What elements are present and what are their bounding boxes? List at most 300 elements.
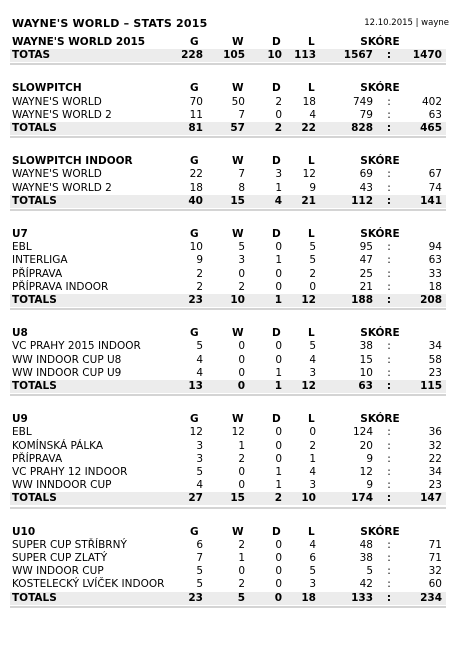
- totals-row: [10, 592, 446, 605]
- losses-value: 9: [309, 181, 316, 194]
- draws-value: 3: [275, 168, 282, 181]
- draws-value: 0: [275, 439, 282, 452]
- total-draws-value: 2: [274, 492, 282, 505]
- score-for-value: 124: [352, 426, 373, 439]
- wins-value: 5: [238, 241, 245, 254]
- wins-value: 0: [238, 479, 245, 492]
- draws-value: 0: [275, 565, 282, 578]
- row-label: EBL: [12, 426, 32, 439]
- total-losses-value: 12: [301, 294, 316, 306]
- column-header-d: D: [272, 36, 281, 48]
- section-title: U10: [12, 525, 36, 538]
- score-separator: :: [387, 578, 391, 591]
- table-row: [10, 354, 446, 367]
- row-label: VC PRAHY 12 INDOOR: [12, 465, 128, 478]
- score-against-value: 36: [428, 426, 442, 439]
- table-row: [10, 552, 446, 565]
- total-wins-value: 105: [223, 49, 245, 62]
- draws-value: 0: [275, 241, 282, 254]
- row-label: WAYNE'S WORLD 2: [12, 108, 112, 121]
- draws-value: 0: [275, 578, 282, 591]
- draws-value: 0: [275, 426, 282, 439]
- table-row: [10, 254, 446, 267]
- score-against-value: 23: [428, 366, 442, 379]
- row-label: PŘÍPRAVA INDOOR: [12, 280, 109, 293]
- games-value: 5: [196, 565, 203, 578]
- score-separator: :: [386, 294, 392, 306]
- row-label: WW INDOOR CUP: [12, 565, 104, 578]
- score-for-value: 21: [359, 280, 373, 293]
- column-header-score: SKÓRE: [360, 36, 400, 48]
- games-value: 22: [189, 168, 203, 181]
- games-value: 3: [196, 439, 203, 452]
- losses-value: 4: [309, 538, 316, 551]
- score-for-value: 48: [359, 538, 373, 551]
- losses-value: 5: [309, 254, 316, 267]
- losses-value: 3: [309, 479, 316, 492]
- total-score-for-value: 828: [351, 121, 373, 134]
- table-row: [10, 466, 446, 479]
- wins-value: 3: [238, 254, 245, 267]
- losses-value: 5: [309, 241, 316, 254]
- score-separator: :: [387, 426, 391, 439]
- section-title: SLOWPITCH: [12, 82, 82, 95]
- score-for-value: 12: [359, 465, 373, 478]
- column-header-score: SKÓRE: [360, 155, 400, 168]
- losses-value: 1: [309, 452, 316, 465]
- column-header-w: W: [232, 155, 244, 168]
- row-label: PŘÍPRAVA: [12, 452, 63, 465]
- totals-label: TOTALS: [12, 121, 57, 134]
- column-header-d: D: [272, 413, 281, 426]
- score-against-value: 402: [421, 95, 442, 108]
- score-separator: :: [387, 353, 391, 366]
- losses-value: 18: [302, 95, 316, 108]
- section-header: [10, 526, 446, 539]
- total-score-for-value: 174: [351, 492, 373, 505]
- draws-value: 0: [275, 551, 282, 564]
- column-header-w: W: [232, 36, 244, 48]
- wins-value: 7: [238, 168, 245, 181]
- wins-value: 7: [238, 108, 245, 121]
- totals-label: TOTALS: [12, 194, 57, 207]
- total-wins-value: 0: [237, 379, 245, 392]
- column-header-l: L: [308, 525, 315, 538]
- section-header: [10, 413, 446, 426]
- row-label: KOSTELECKÝ LVÍČEK INDOOR: [12, 578, 165, 591]
- score-separator: :: [387, 439, 391, 452]
- total-wins-value: 10: [230, 294, 245, 306]
- totals-label: TOTALS: [12, 591, 57, 604]
- score-for-value: 25: [359, 267, 373, 280]
- games-value: 3: [196, 452, 203, 465]
- games-value: 5: [196, 340, 203, 353]
- games-value: 4: [196, 479, 203, 492]
- column-header-score: SKÓRE: [360, 228, 400, 240]
- score-separator: :: [387, 168, 391, 181]
- total-draws-value: 2: [274, 121, 282, 134]
- wins-value: 50: [231, 95, 245, 108]
- score-separator: :: [387, 95, 391, 108]
- games-value: 11: [189, 108, 203, 121]
- score-against-value: 60: [428, 578, 442, 591]
- column-header-l: L: [308, 413, 315, 426]
- games-value: 4: [196, 366, 203, 379]
- score-separator: :: [387, 538, 391, 551]
- column-header-l: L: [308, 155, 315, 168]
- score-separator: :: [387, 565, 391, 578]
- score-against-value: 58: [428, 353, 442, 366]
- totals-label: TOTALS: [12, 379, 57, 392]
- section-title: U7: [12, 228, 28, 240]
- column-header-g: G: [190, 327, 199, 340]
- score-against-value: 34: [428, 340, 442, 353]
- losses-value: 5: [309, 565, 316, 578]
- section-header: [10, 36, 446, 49]
- losses-value: 0: [309, 280, 316, 293]
- table-row: [10, 268, 446, 281]
- draws-value: 1: [275, 479, 282, 492]
- draws-value: 1: [275, 181, 282, 194]
- total-score-for-value: 1567: [343, 49, 373, 62]
- losses-value: 3: [309, 578, 316, 591]
- column-header-l: L: [308, 82, 315, 95]
- total-games-value: 27: [188, 492, 203, 505]
- row-label: WW INDOOR CUP U8: [12, 353, 122, 366]
- table-row: [10, 109, 446, 122]
- wins-value: 0: [238, 465, 245, 478]
- total-score-for-value: 188: [351, 294, 373, 306]
- score-for-value: 38: [359, 340, 373, 353]
- score-against-value: 63: [428, 254, 442, 267]
- column-header-w: W: [232, 228, 244, 240]
- table-row: [10, 96, 446, 109]
- total-score-against-value: 147: [420, 492, 442, 505]
- date-author-meta: 12.10.2015 | wayne: [364, 18, 449, 28]
- draws-value: 0: [275, 353, 282, 366]
- section-divider: [10, 606, 446, 608]
- wins-value: 12: [231, 426, 245, 439]
- score-separator: :: [387, 241, 391, 254]
- score-against-value: 74: [428, 181, 442, 194]
- score-for-value: 9: [366, 479, 373, 492]
- column-header-w: W: [232, 525, 244, 538]
- total-score-against-value: 141: [420, 194, 442, 207]
- section-header: [10, 327, 446, 340]
- total-draws-value: 1: [274, 294, 282, 306]
- totals-row: [10, 49, 446, 62]
- row-label: INTERLIGA: [12, 254, 68, 267]
- total-draws-value: 10: [267, 49, 282, 62]
- games-value: 9: [196, 254, 203, 267]
- losses-value: 4: [309, 465, 316, 478]
- total-score-against-value: 115: [420, 379, 442, 392]
- column-header-score: SKÓRE: [360, 327, 400, 340]
- row-label: WAYNE'S WORLD: [12, 168, 102, 181]
- total-draws-value: 1: [274, 379, 282, 392]
- losses-value: 2: [309, 267, 316, 280]
- score-separator: :: [387, 551, 391, 564]
- totals-row: [10, 195, 446, 208]
- score-against-value: 94: [428, 241, 442, 254]
- total-losses-value: 22: [301, 121, 316, 134]
- wins-value: 1: [238, 551, 245, 564]
- column-header-w: W: [232, 327, 244, 340]
- table-row: [10, 168, 446, 181]
- row-label: SUPER CUP STŘÍBRNÝ: [12, 538, 127, 551]
- score-for-value: 9: [366, 452, 373, 465]
- score-separator: :: [387, 267, 391, 280]
- table-row: [10, 340, 446, 353]
- total-losses-value: 113: [294, 49, 316, 62]
- total-losses-value: 21: [301, 194, 316, 207]
- column-header-g: G: [190, 413, 199, 426]
- section-divider: [10, 63, 446, 65]
- totals-row: [10, 492, 446, 505]
- column-header-l: L: [308, 327, 315, 340]
- row-label: KOMÍNSKÁ PÁLKA: [12, 439, 104, 452]
- score-against-value: 18: [428, 280, 442, 293]
- row-label: WAYNE'S WORLD 2: [12, 181, 112, 194]
- total-losses-value: 12: [301, 379, 316, 392]
- column-header-g: G: [190, 155, 199, 168]
- losses-value: 2: [309, 439, 316, 452]
- score-separator: :: [387, 280, 391, 293]
- row-label: PŘÍPRAVA: [12, 267, 63, 280]
- total-games-value: 40: [188, 194, 203, 207]
- draws-value: 1: [275, 366, 282, 379]
- column-header-l: L: [308, 228, 315, 240]
- table-row: [10, 479, 446, 492]
- total-score-against-value: 208: [420, 294, 442, 306]
- wins-value: 0: [238, 340, 245, 353]
- column-header-d: D: [272, 82, 281, 95]
- column-header-l: L: [308, 36, 315, 48]
- score-separator: :: [386, 591, 392, 604]
- score-against-value: 63: [428, 108, 442, 121]
- section-divider: [10, 136, 446, 138]
- totals-row: [10, 122, 446, 135]
- score-against-value: 71: [428, 538, 442, 551]
- row-label: SUPER CUP ZLATÝ: [12, 551, 108, 564]
- table-row: [10, 426, 446, 439]
- score-for-value: 95: [359, 241, 373, 254]
- table-row: [10, 281, 446, 294]
- score-against-value: 23: [428, 479, 442, 492]
- games-value: 6: [196, 538, 203, 551]
- wins-value: 2: [238, 578, 245, 591]
- score-against-value: 22: [428, 452, 442, 465]
- games-value: 2: [196, 280, 203, 293]
- column-header-w: W: [232, 413, 244, 426]
- games-value: 5: [196, 578, 203, 591]
- score-separator: :: [387, 479, 391, 492]
- total-wins-value: 15: [230, 492, 245, 505]
- section-divider: [10, 308, 446, 310]
- wins-value: 0: [238, 353, 245, 366]
- score-separator: :: [387, 452, 391, 465]
- row-label: WAYNE'S WORLD: [12, 95, 102, 108]
- total-games-value: 23: [188, 591, 203, 604]
- wins-value: 2: [238, 538, 245, 551]
- losses-value: 6: [309, 551, 316, 564]
- wins-value: 0: [238, 565, 245, 578]
- games-value: 7: [196, 551, 203, 564]
- table-row: [10, 182, 446, 195]
- row-label: EBL: [12, 241, 32, 254]
- wins-value: 2: [238, 452, 245, 465]
- score-for-value: 43: [359, 181, 373, 194]
- section-divider: [10, 209, 446, 211]
- column-header-g: G: [190, 82, 199, 95]
- row-label: WW INDOOR CUP U9: [12, 366, 122, 379]
- row-label: VC PRAHY 2015 INDOOR: [12, 340, 141, 353]
- score-for-value: 749: [352, 95, 373, 108]
- score-separator: :: [387, 465, 391, 478]
- totals-label: TOTALS: [12, 492, 57, 505]
- score-against-value: 32: [428, 565, 442, 578]
- section-title: WAYNE'S WORLD 2015: [12, 36, 146, 48]
- score-for-value: 20: [359, 439, 373, 452]
- total-losses-value: 18: [301, 591, 316, 604]
- column-header-d: D: [272, 155, 281, 168]
- draws-value: 0: [275, 452, 282, 465]
- score-for-value: 69: [359, 168, 373, 181]
- score-against-value: 67: [428, 168, 442, 181]
- total-games-value: 13: [188, 379, 203, 392]
- total-wins-value: 57: [230, 121, 245, 134]
- column-header-g: G: [190, 36, 199, 48]
- column-header-score: SKÓRE: [360, 413, 400, 426]
- page-title: WAYNE'S WORLD – STATS 2015: [12, 17, 208, 30]
- table-row: [10, 367, 446, 380]
- score-separator: :: [387, 254, 391, 267]
- score-separator: :: [386, 121, 392, 134]
- score-separator: :: [386, 49, 392, 62]
- games-value: 4: [196, 353, 203, 366]
- section-divider: [10, 507, 446, 509]
- losses-value: 0: [309, 426, 316, 439]
- score-for-value: 42: [359, 578, 373, 591]
- score-separator: :: [387, 181, 391, 194]
- games-value: 10: [189, 241, 203, 254]
- score-against-value: 32: [428, 439, 442, 452]
- column-header-d: D: [272, 327, 281, 340]
- total-wins-value: 5: [237, 591, 245, 604]
- losses-value: 4: [309, 353, 316, 366]
- score-against-value: 33: [428, 267, 442, 280]
- score-separator: :: [386, 194, 392, 207]
- score-for-value: 79: [359, 108, 373, 121]
- score-for-value: 47: [359, 254, 373, 267]
- draws-value: 1: [275, 465, 282, 478]
- games-value: 70: [189, 95, 203, 108]
- score-separator: :: [386, 492, 392, 505]
- wins-value: 2: [238, 280, 245, 293]
- totals-label: TOTALS: [12, 294, 57, 306]
- score-for-value: 5: [366, 565, 373, 578]
- section-title: U9: [12, 413, 28, 426]
- total-wins-value: 15: [230, 194, 245, 207]
- wins-value: 0: [238, 267, 245, 280]
- table-row: [10, 453, 446, 466]
- section-header: [10, 228, 446, 241]
- column-header-w: W: [232, 82, 244, 95]
- column-header-g: G: [190, 228, 199, 240]
- wins-value: 1: [238, 439, 245, 452]
- games-value: 12: [189, 426, 203, 439]
- games-value: 2: [196, 267, 203, 280]
- table-row: [10, 578, 446, 591]
- total-games-value: 228: [181, 49, 203, 62]
- section-header: [10, 82, 446, 95]
- section-divider: [10, 394, 446, 396]
- total-games-value: 23: [188, 294, 203, 306]
- total-score-for-value: 133: [351, 591, 373, 604]
- draws-value: 2: [275, 95, 282, 108]
- losses-value: 4: [309, 108, 316, 121]
- score-against-value: 34: [428, 465, 442, 478]
- games-value: 5: [196, 465, 203, 478]
- draws-value: 0: [275, 267, 282, 280]
- losses-value: 3: [309, 366, 316, 379]
- row-label: WW INNDOOR CUP: [12, 479, 112, 492]
- table-row: [10, 241, 446, 254]
- draws-value: 1: [275, 254, 282, 267]
- score-separator: :: [387, 340, 391, 353]
- losses-value: 5: [309, 340, 316, 353]
- column-header-score: SKÓRE: [360, 525, 400, 538]
- totals-row: [10, 380, 446, 393]
- section-header: [10, 155, 446, 168]
- draws-value: 0: [275, 340, 282, 353]
- table-row: [10, 565, 446, 578]
- draws-value: 0: [275, 108, 282, 121]
- games-value: 18: [189, 181, 203, 194]
- total-score-against-value: 234: [420, 591, 442, 604]
- draws-value: 0: [275, 538, 282, 551]
- totals-label: TOTAS: [12, 49, 51, 62]
- wins-value: 8: [238, 181, 245, 194]
- score-separator: :: [386, 379, 392, 392]
- draws-value: 0: [275, 280, 282, 293]
- section-title: U8: [12, 327, 28, 340]
- score-for-value: 10: [359, 366, 373, 379]
- score-for-value: 15: [359, 353, 373, 366]
- total-games-value: 81: [188, 121, 203, 134]
- total-draws-value: 4: [274, 194, 282, 207]
- total-score-for-value: 112: [351, 194, 373, 207]
- column-header-g: G: [190, 525, 199, 538]
- losses-value: 12: [302, 168, 316, 181]
- section-title: SLOWPITCH INDOOR: [12, 155, 133, 168]
- score-for-value: 38: [359, 551, 373, 564]
- wins-value: 0: [238, 366, 245, 379]
- totals-row: [10, 294, 446, 307]
- total-draws-value: 0: [274, 591, 282, 604]
- total-losses-value: 10: [301, 492, 316, 505]
- total-score-against-value: 465: [420, 121, 442, 134]
- total-score-for-value: 63: [358, 379, 373, 392]
- column-header-d: D: [272, 525, 281, 538]
- table-row: [10, 539, 446, 552]
- column-header-score: SKÓRE: [360, 82, 400, 95]
- table-row: [10, 440, 446, 453]
- score-separator: :: [387, 366, 391, 379]
- score-separator: :: [387, 108, 391, 121]
- score-against-value: 71: [428, 551, 442, 564]
- total-score-against-value: 1470: [412, 49, 442, 62]
